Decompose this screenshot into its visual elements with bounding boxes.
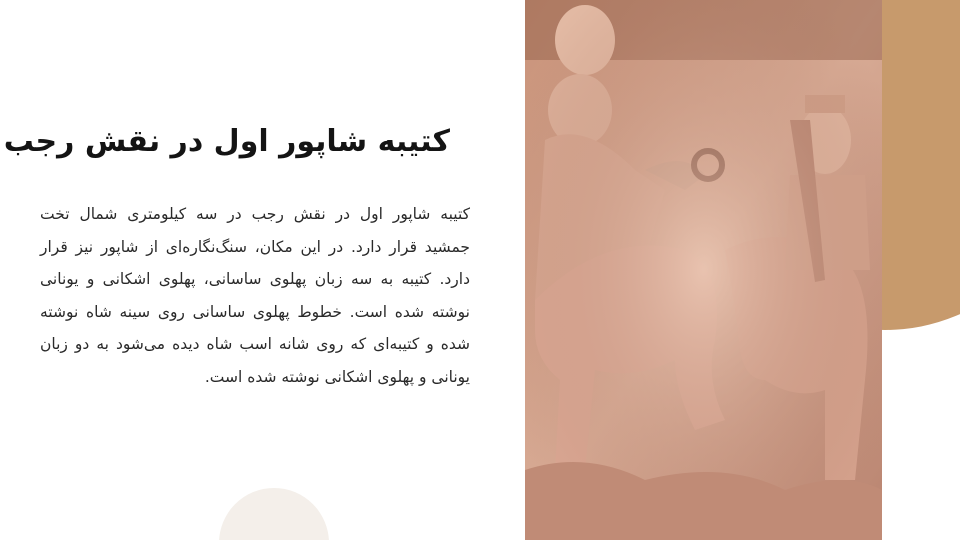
decorative-circle-soft (219, 488, 329, 540)
slide-body-text: کتیبه شاپور اول در نقش رجب در سه کیلومتری شمال تخت جمشید قرار دارد. در این مکان، سنگ‌نگاره‌ای از شاپور نیز قرار دارد. کتیبه به سه زبان پهلوی ساسانی، پهلوی اشکانی و یونانی نوشته شده است. خطوط پهلوی ساسانی روی سینه شاه نوشته شده و کتیبه‌ای که روی شانه اسب شاه دیده می‌شود به دو زبان یونانی و پهلوی اشکانی نوشته شده است. (40, 205, 470, 386)
rock-relief-photo (525, 0, 882, 540)
slide-title: کتیبه شاپور اول در نقش رجب (3, 124, 450, 159)
